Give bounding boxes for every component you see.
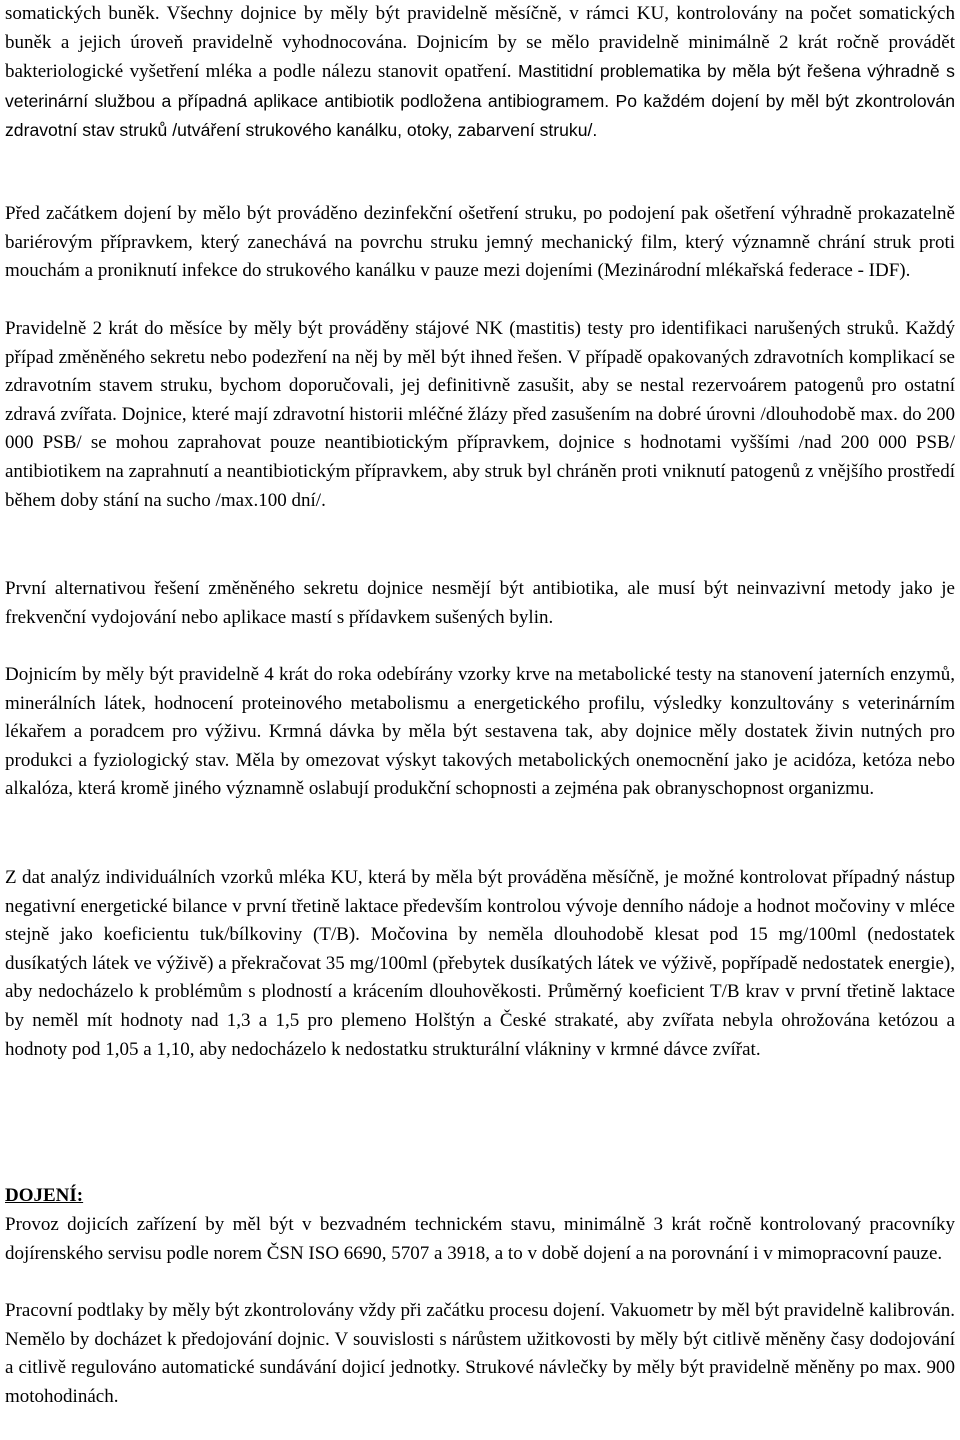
paragraph-alternative-solution: První alternativou řešení změněného sekretu dojnice nesmějí být antibiotika, ale musí být neinvazivní metody jako je frekvenční vydojování nebo aplikace mastí s přídavkem sušených bylin. — [5, 578, 955, 628]
paragraph-disinfection: Před začátkem dojení by mělo být prováděno dezinfekční ošetření struku, po podojení pak ošetření výhradně prokazatelně bariérovým přípravkem, který zanechává na povrchu struku jemný mechanický film, který významně chrání struk proti mouchám a proniknutí infekce do strukového kanálku v pauze mezi dojeními (Mezinárodní mlékařská federace - IDF). — [5, 203, 955, 282]
paragraph-somatic-cells-text: somatických buněk. Všechny dojnice by měly být pravidelně měsíčně, v rámci KU, kontrolovány na počet somatických buněk a jejich úroveň pravidelně vyhodnocována. Dojnicím by se mělo pravidelně minimálně 2 krát ročně provádět bakteriologické vyšetření mléka a podle nálezu stanovit opatření. — [5, 3, 955, 83]
paragraph-milking-equipment: Provoz dojicích zařízení by měl být v bezvadném technickém stavu, minimálně 3 krát ročně kontrolovaný pracovníky dojírenského servisu podle norem ČSN ISO 6690, 5707 a 3918, a to v době dojení a na porovnání i v mimopracovní pauze. — [5, 1214, 955, 1264]
paragraph-working-vacuum: Pracovní podtlaky by měly být zkontrolovány vždy při začátku procesu dojení. Vakuometr by měl být pravidelně kalibrován. Nemělo by docházet k předojování dojnic. V souvislosti s nárůstem užitkovosti by měly být citlivě měněny časy dodojování a citlivě regulováno automatické sundávání dojicí jednotky. Strukové návlečky by měly být pravidelně měněny po max. 900 motohodinách. — [5, 1300, 955, 1407]
paragraph-nk-tests: Pravidelně 2 krát do měsíce by měly být prováděny stájové NK (mastitis) testy pro identifikaci narušených struků. Každý případ změněného sekretu nebo podezření na něj by měl být ihned řešen. V případě opakovaných zdravotních komplikací se zdravotním stavem struku, bychom doporučovali, jej definitivně zasušit, aby se nestal rezervoárem patogenů pro ostatní zdravá zvířata. Dojnice, které mají zdravotní historii mléčné žlázy před zasušením na dobré úrovni /dlouhodobě max. do 200 000 PSB/ se mohou zaprahovat pouze neantibiotickým přípravkem, dojnice s hodnotami vyššími /nad 200 000 PSB/ antibiotikem na zaprahnutí a neantibiotickým přípravkem, aby struk byl chráněn proti vniknutí patogenů z vnějšího prostředí během doby stání na sucho /max.100 dní/. — [5, 318, 955, 511]
paragraph-mastitis-text: Mastitidní problematika by měla být řešena výhradně s veterinární službou a případná aplikace antibiotik podložena antibiogramem. Po každém dojení by měl být zkontrolován zdravotní stav struků /utváření strukového kanálku, otoky, zabarvení struku/. — [5, 61, 955, 141]
paragraph-metabolic-tests: Dojnicím by měly být pravidelně 4 krát do roka odebírány vzorky krve na metabolické testy na stanovení jaterních enzymů, minerálních látek, hodnocení proteinového metabolismu a energetického profilu, výsledky konzultovány s veterinárním lékařem a poradcem pro výživu. Krmná dávka by měla být sestavena tak, aby dojnice měly dostatek živin nutných pro produkci a fyziologický stav. Měla by omezovat výskyt takových metabolických onemocnění jako je acidóza, ketóza nebo alkalóza, která kromě jiného významně oslabují produkční schopnosti a zejména pak obranyschopnost organizmu. — [5, 664, 955, 800]
section-heading-dojeni: DOJENÍ: — [5, 1185, 84, 1206]
paragraph-somatic-cells — [5, 0, 955, 146]
paragraph-milk-analysis: Z dat analýz individuálních vzorků mléka KU, která by měla být prováděna měsíčně, je možné kontrolovat případný nástup negativní energetické bilance v první třetině laktace především kontrolou vývoje denního nádoje a hodnot močoviny v mléce stejně jako koeficientu tuk/bílkoviny (T/B). Močovina by neměla dlouhodobě klesat pod 15 mg/100ml (nedostatek dusíkatých látek ve výživě) a překračovat 35 mg/100ml (přebytek dusíkatých látek ve výživě, popřípadě nedostatek energie), aby nedocházelo k problémům s plodností a krácením dlouhověkosti. Průměrný koeficient T/B krav v první třetině laktace by neměl mít hodnoty nad 1,3 a 1,5 pro plemeno Holštýn a České strakaté, aby zvířata nebyla ohrožována ketózou a hodnoty pod 1,05 a 1,10, aby nedocházelo k nedostatku strukturální vlákniny v krmné dávce zvířat. — [5, 867, 955, 1060]
